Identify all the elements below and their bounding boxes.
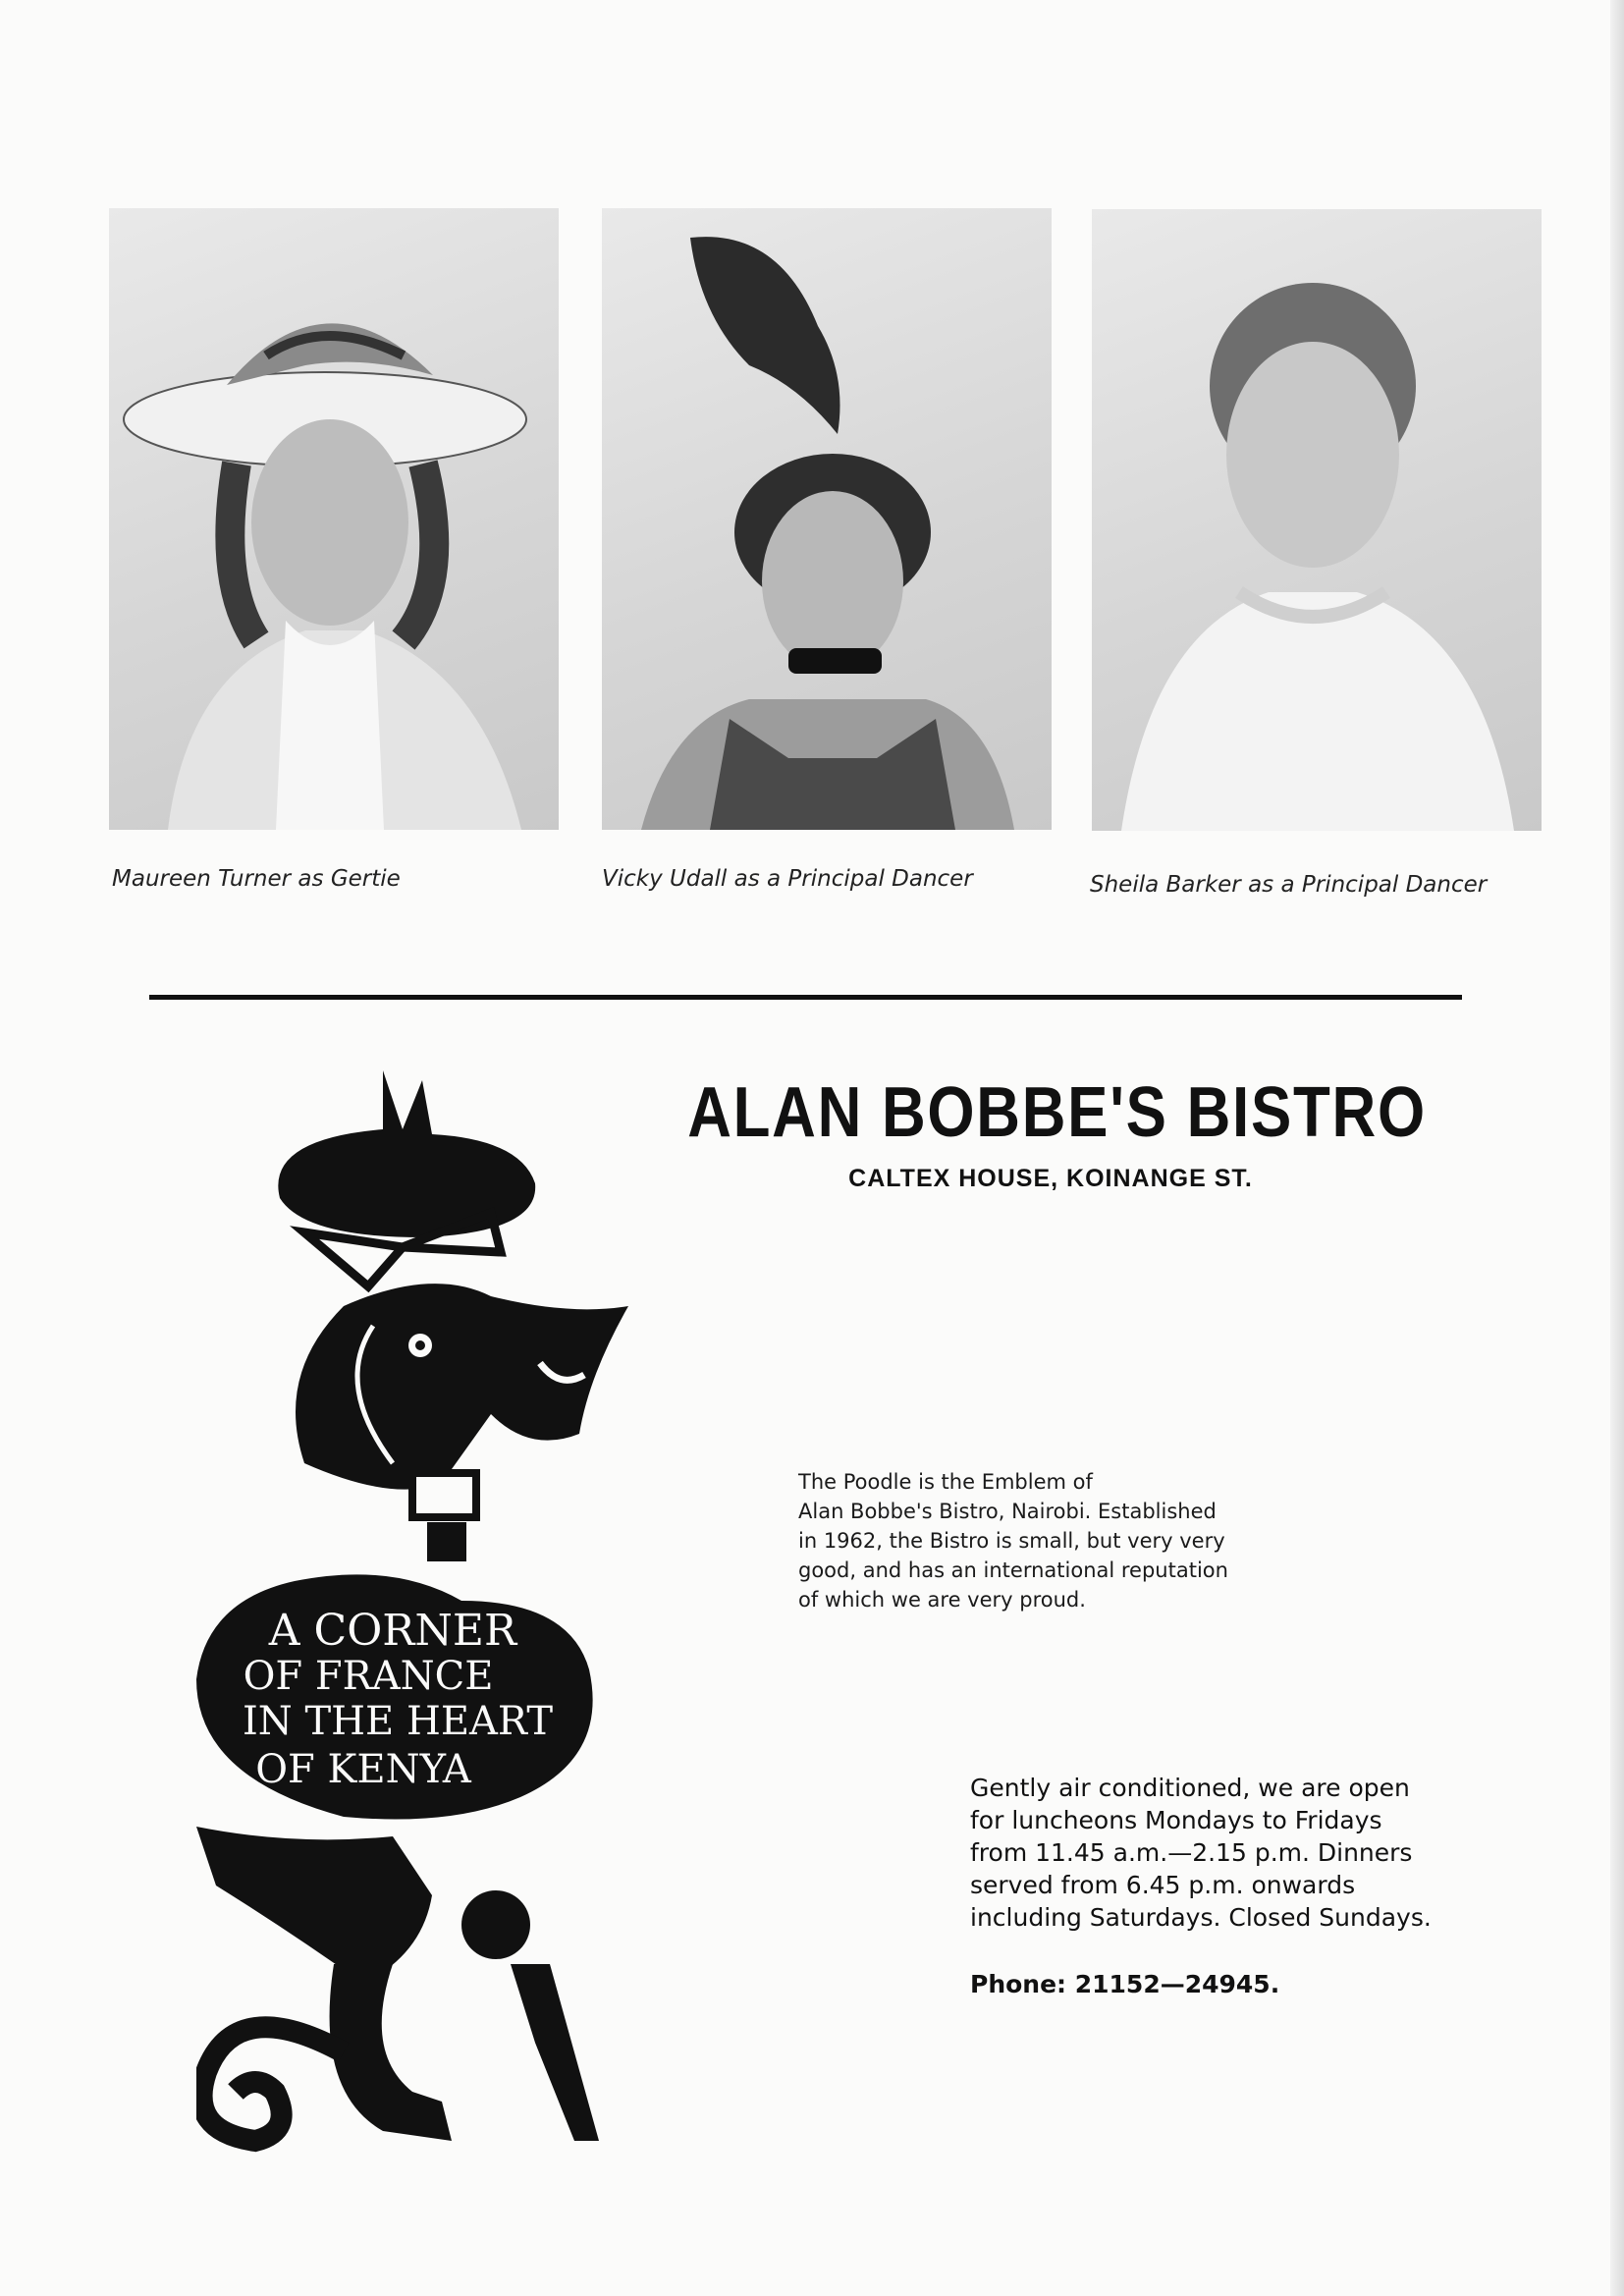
description-line: good, and has an international reputation bbox=[798, 1558, 1228, 1582]
description-line: of which we are very proud. bbox=[798, 1588, 1086, 1612]
photo-sheila-barker bbox=[1092, 209, 1542, 831]
photo-caption: Sheila Barker as a Principal Dancer bbox=[1090, 872, 1488, 898]
description-line: Alan Bobbe's Bistro, Nairobi. Established bbox=[798, 1500, 1217, 1523]
ad-hours bbox=[970, 1772, 1481, 1934]
divider-rule bbox=[149, 995, 1462, 1000]
ad-title: ALAN BOBBE'S BISTRO bbox=[687, 1073, 1427, 1152]
ad-description bbox=[798, 1467, 1270, 1614]
poodle-lettering-3: IN THE HEART bbox=[242, 1699, 554, 1744]
hours-line: including Saturdays. Closed Sundays. bbox=[970, 1903, 1432, 1932]
hours-line: served from 6.45 p.m. onwards bbox=[970, 1871, 1356, 1899]
description-line: The Poodle is the Emblem of bbox=[798, 1470, 1093, 1494]
photo-caption: Maureen Turner as Gertie bbox=[112, 866, 401, 892]
ad-phone: Phone: 21152—24945. bbox=[970, 1970, 1280, 1998]
photo-caption: Vicky Udall as a Principal Dancer bbox=[602, 866, 973, 892]
hours-line: for luncheons Mondays to Fridays bbox=[970, 1806, 1382, 1834]
page-edge bbox=[1610, 0, 1624, 2296]
photo-vicky-udall bbox=[602, 208, 1052, 830]
photo-maureen-turner bbox=[109, 208, 559, 830]
hours-line: Gently air conditioned, we are open bbox=[970, 1774, 1410, 1802]
poodle-lettering-1: A CORNER bbox=[268, 1606, 517, 1656]
ad-address: CALTEX HOUSE, KOINANGE ST. bbox=[848, 1165, 1253, 1192]
poodle-lettering-4: OF KENYA bbox=[255, 1747, 471, 1792]
poodle-emblem bbox=[196, 1051, 727, 2180]
poodle-lettering-2: OF FRANCE bbox=[243, 1654, 494, 1699]
description-line: in 1962, the Bistro is small, but very very bbox=[798, 1529, 1225, 1553]
hours-line: from 11.45 a.m.—2.15 p.m. Dinners bbox=[970, 1838, 1413, 1867]
